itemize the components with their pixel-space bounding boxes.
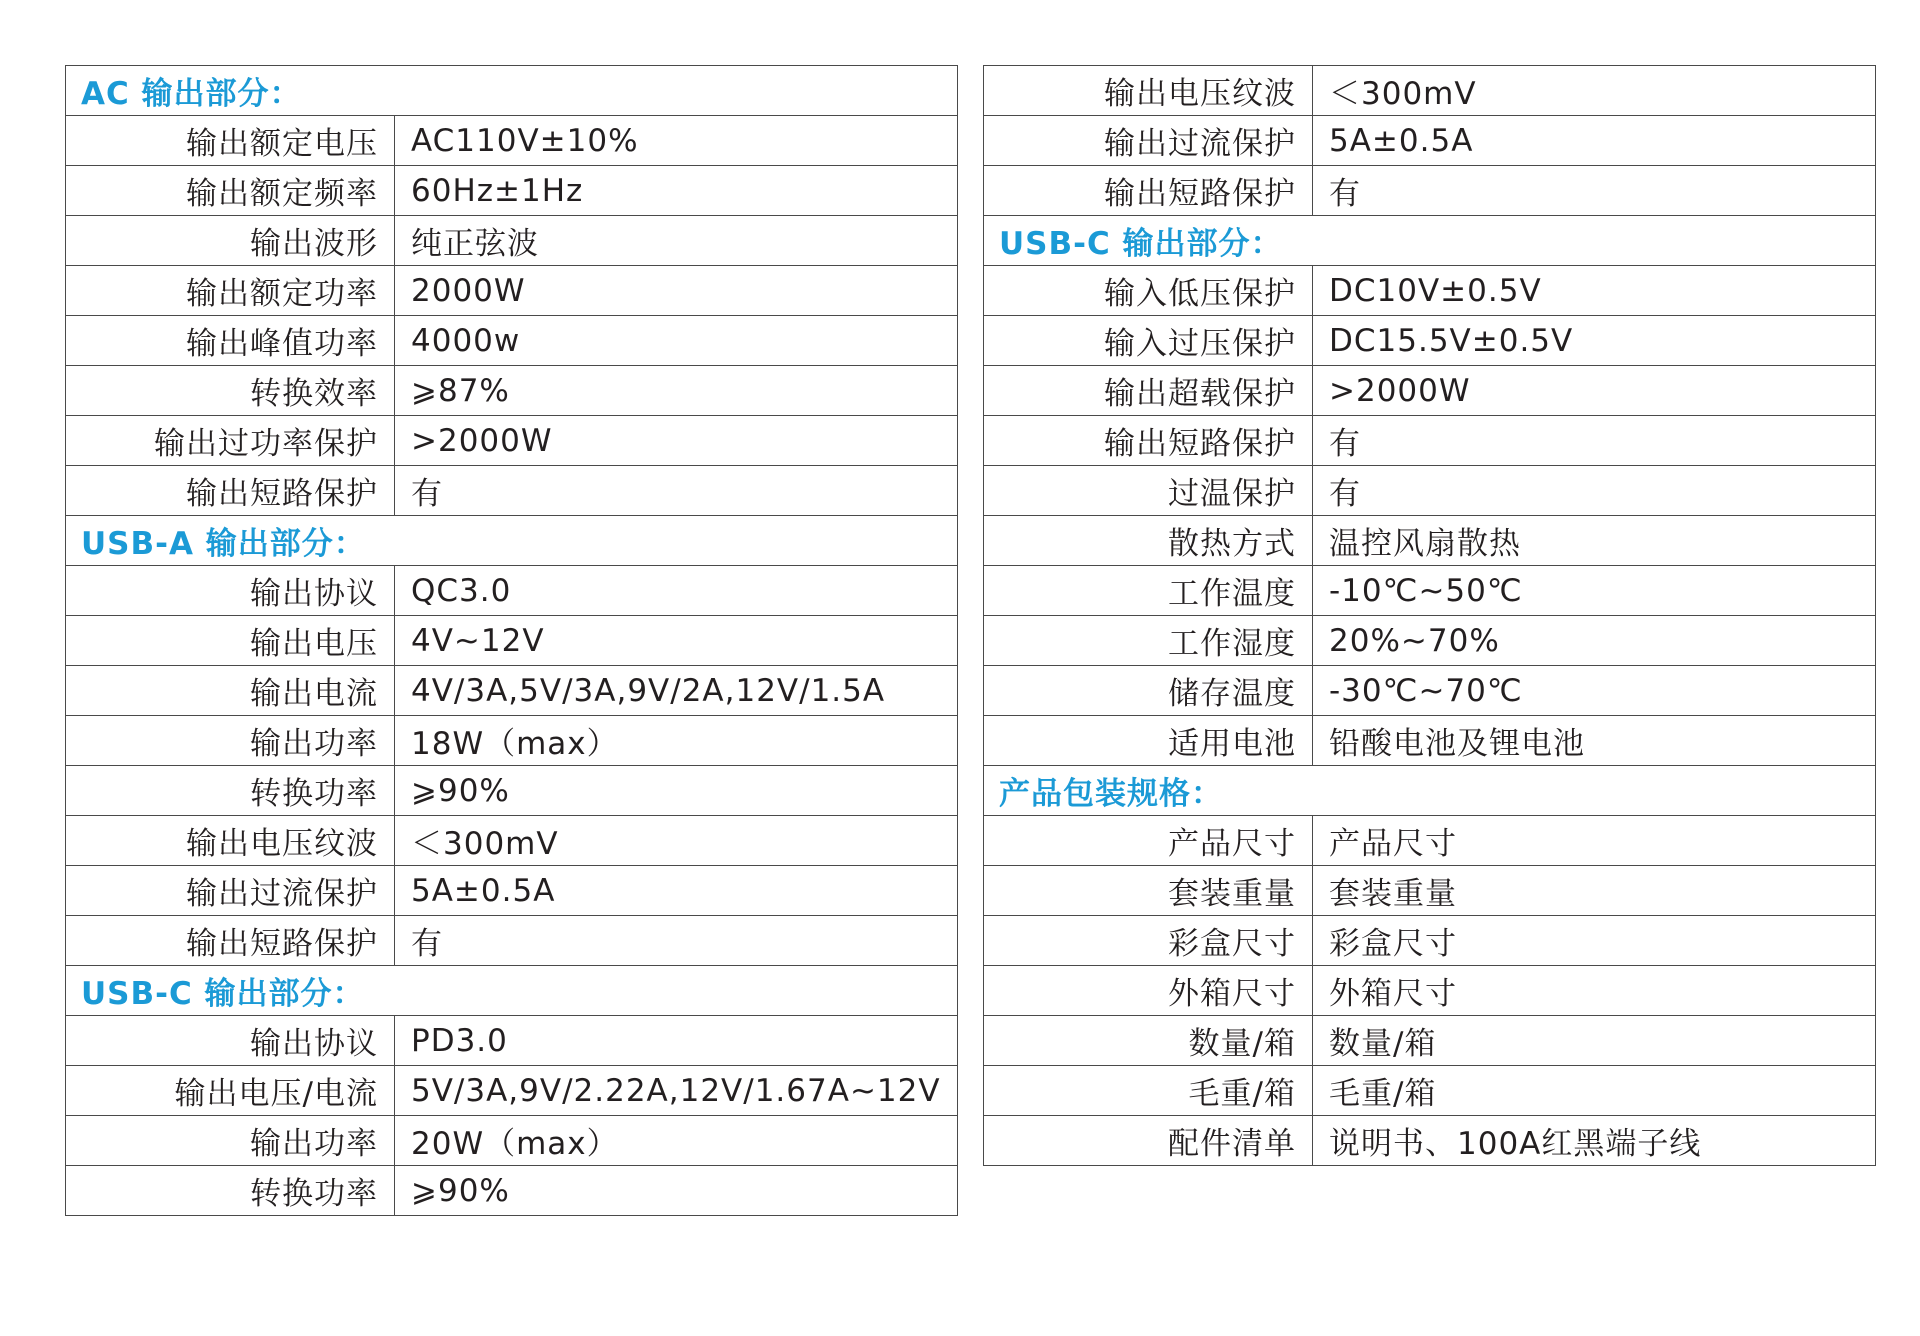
spec-label: 转换功率 [66, 766, 395, 816]
spec-row [66, 416, 958, 466]
spec-value: 产品尺寸 [1313, 816, 1876, 866]
spec-label: 输出短路保护 [984, 166, 1313, 216]
spec-value: >2000W [395, 416, 958, 466]
spec-value: 5V/3A,9V/2.22A,12V/1.67A~12V [395, 1066, 958, 1116]
section-title: AC 输出部分： [66, 66, 958, 116]
spec-value: 有 [395, 466, 958, 516]
spec-row [66, 816, 958, 866]
spec-label: 输出电流 [66, 666, 395, 716]
spec-row [66, 166, 958, 216]
spec-row [66, 316, 958, 366]
spec-label: 输出协议 [66, 566, 395, 616]
spec-value: 彩盒尺寸 [1313, 916, 1876, 966]
spec-row [66, 366, 958, 416]
spec-row [984, 416, 1876, 466]
spec-row [66, 466, 958, 516]
spec-label: 输出功率 [66, 716, 395, 766]
spec-value: >2000W [1313, 366, 1876, 416]
spec-row [984, 1066, 1876, 1116]
spec-label: 输出峰值功率 [66, 316, 395, 366]
spec-value: ⩾87% [395, 366, 958, 416]
spec-label: 输出电压纹波 [984, 66, 1313, 116]
spec-label: 输出额定频率 [66, 166, 395, 216]
section-header-row [66, 66, 958, 116]
section-header-row [66, 966, 958, 1016]
spec-row [66, 866, 958, 916]
spec-row [984, 816, 1876, 866]
spec-table-left [65, 65, 958, 1216]
spec-row [984, 1116, 1876, 1166]
spec-label: 转换功率 [66, 1166, 395, 1216]
section-header-row [984, 766, 1876, 816]
spec-label: 毛重/箱 [984, 1066, 1313, 1116]
spec-row [66, 116, 958, 166]
spec-label: 工作湿度 [984, 616, 1313, 666]
spec-value: 2000W [395, 266, 958, 316]
spec-value: -30℃~70℃ [1313, 666, 1876, 716]
section-title: USB-A 输出部分： [66, 516, 958, 566]
section-title: 产品包装规格： [984, 766, 1876, 816]
spec-value: 20W（max） [395, 1116, 958, 1166]
spec-value: 5A±0.5A [395, 866, 958, 916]
spec-row [984, 316, 1876, 366]
section-title: USB-C 输出部分： [984, 216, 1876, 266]
spec-value: 外箱尺寸 [1313, 966, 1876, 1016]
spec-value: 铅酸电池及锂电池 [1313, 716, 1876, 766]
spec-value: 有 [1313, 416, 1876, 466]
spec-label: 输出电压 [66, 616, 395, 666]
spec-row [984, 666, 1876, 716]
spec-table-right [983, 65, 1876, 1166]
section-title: USB-C 输出部分： [66, 966, 958, 1016]
spec-table-left-body [66, 66, 958, 1216]
spec-row [66, 766, 958, 816]
spec-row [66, 666, 958, 716]
spec-label: 输出协议 [66, 1016, 395, 1066]
spec-label: 产品尺寸 [984, 816, 1313, 866]
spec-value: 温控风扇散热 [1313, 516, 1876, 566]
spec-label: 输出波形 [66, 216, 395, 266]
spec-label: 配件清单 [984, 1116, 1313, 1166]
spec-value: 纯正弦波 [395, 216, 958, 266]
spec-label: 储存温度 [984, 666, 1313, 716]
spec-value: ⩾90% [395, 1166, 958, 1216]
spec-row [66, 266, 958, 316]
spec-label: 套装重量 [984, 866, 1313, 916]
spec-label: 外箱尺寸 [984, 966, 1313, 1016]
spec-row [984, 116, 1876, 166]
spec-value: 说明书、100A红黑端子线 [1313, 1116, 1876, 1166]
spec-value: DC10V±0.5V [1313, 266, 1876, 316]
spec-row [984, 466, 1876, 516]
spec-label: 输出过流保护 [984, 116, 1313, 166]
spec-value: ＜300mV [395, 816, 958, 866]
spec-value: -10℃~50℃ [1313, 566, 1876, 616]
spec-label: 过温保护 [984, 466, 1313, 516]
spec-label: 工作温度 [984, 566, 1313, 616]
spec-row [984, 716, 1876, 766]
spec-row [984, 966, 1876, 1016]
spec-label: 适用电池 [984, 716, 1313, 766]
spec-label: 输出短路保护 [984, 416, 1313, 466]
spec-label: 输出电压纹波 [66, 816, 395, 866]
spec-row [984, 1016, 1876, 1066]
spec-label: 输出额定功率 [66, 266, 395, 316]
spec-value: ＜300mV [1313, 66, 1876, 116]
spec-value: 4V/3A,5V/3A,9V/2A,12V/1.5A [395, 666, 958, 716]
spec-value: 60Hz±1Hz [395, 166, 958, 216]
spec-value: 毛重/箱 [1313, 1066, 1876, 1116]
spec-value: 有 [1313, 466, 1876, 516]
spec-row [984, 916, 1876, 966]
spec-label: 转换效率 [66, 366, 395, 416]
spec-row [984, 566, 1876, 616]
spec-row [66, 716, 958, 766]
spec-row [984, 366, 1876, 416]
spec-label: 数量/箱 [984, 1016, 1313, 1066]
spec-row [984, 516, 1876, 566]
spec-label: 散热方式 [984, 516, 1313, 566]
spec-row [66, 916, 958, 966]
spec-label: 输出短路保护 [66, 466, 395, 516]
spec-label: 输出超载保护 [984, 366, 1313, 416]
spec-value: 有 [1313, 166, 1876, 216]
spec-label: 输出过功率保护 [66, 416, 395, 466]
spec-value: QC3.0 [395, 566, 958, 616]
spec-value: ⩾90% [395, 766, 958, 816]
spec-row [984, 266, 1876, 316]
spec-row [984, 616, 1876, 666]
spec-label: 输出额定电压 [66, 116, 395, 166]
spec-row [66, 1066, 958, 1116]
spec-value: 有 [395, 916, 958, 966]
spec-row [66, 616, 958, 666]
spec-label: 输出过流保护 [66, 866, 395, 916]
spec-label: 输出电压/电流 [66, 1066, 395, 1116]
spec-label: 输出短路保护 [66, 916, 395, 966]
spec-value: 5A±0.5A [1313, 116, 1876, 166]
spec-table-right-body [984, 66, 1876, 1166]
spec-label: 输入过压保护 [984, 316, 1313, 366]
spec-value: 数量/箱 [1313, 1016, 1876, 1066]
spec-value: 套装重量 [1313, 866, 1876, 916]
spec-value: DC15.5V±0.5V [1313, 316, 1876, 366]
spec-row [984, 166, 1876, 216]
spec-row [984, 866, 1876, 916]
spec-row [66, 1016, 958, 1066]
spec-value: 18W（max） [395, 716, 958, 766]
spec-value: 20%~70% [1313, 616, 1876, 666]
spec-row [66, 1116, 958, 1166]
spec-value: 4V~12V [395, 616, 958, 666]
spec-value: 4000w [395, 316, 958, 366]
spec-value: AC110V±10% [395, 116, 958, 166]
spec-value: PD3.0 [395, 1016, 958, 1066]
section-header-row [984, 216, 1876, 266]
spec-row [984, 66, 1876, 116]
spec-label: 输入低压保护 [984, 266, 1313, 316]
spec-label: 彩盒尺寸 [984, 916, 1313, 966]
spec-label: 输出功率 [66, 1116, 395, 1166]
section-header-row [66, 516, 958, 566]
spec-row [66, 1166, 958, 1216]
spec-row [66, 216, 958, 266]
spec-row [66, 566, 958, 616]
